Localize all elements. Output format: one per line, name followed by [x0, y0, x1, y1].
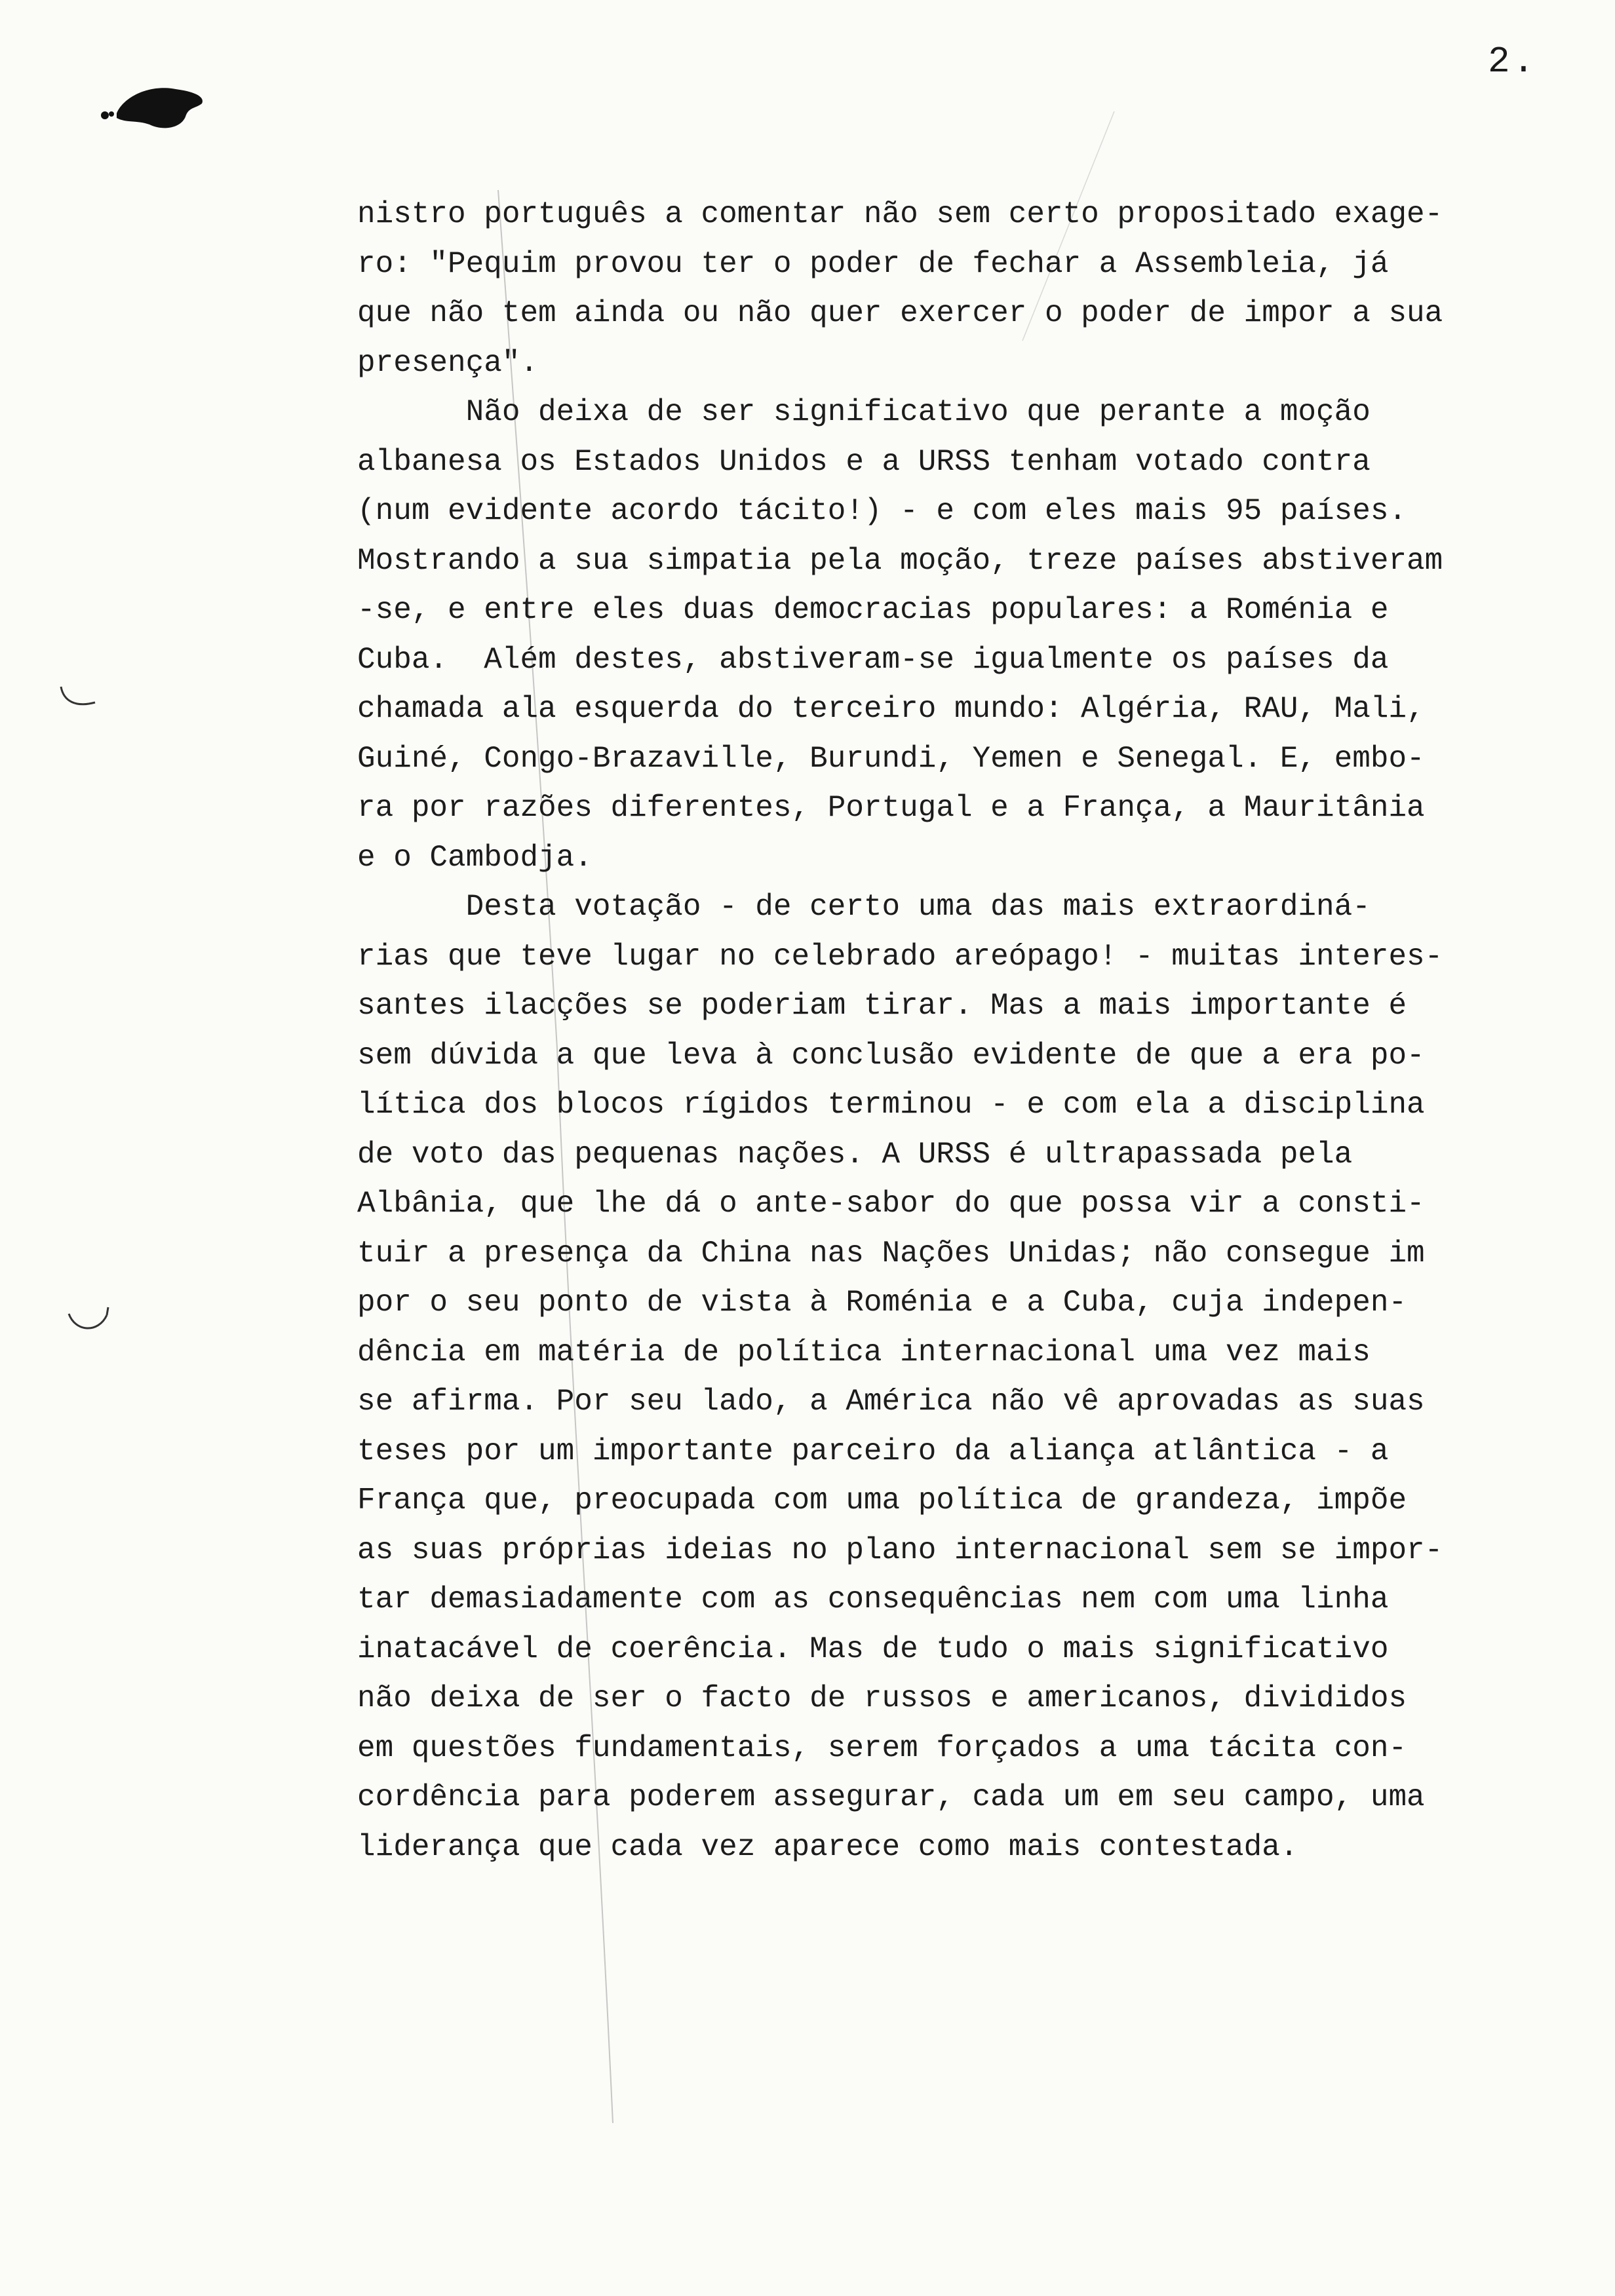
text-line: presença". [357, 345, 539, 380]
text-line: santes ilacções se poderiam tirar. Mas a mais importante é [357, 989, 1407, 1023]
text-line: ra por razões diferentes, Portugal e a França, a Mauritânia [357, 791, 1425, 825]
text-line: -se, e entre eles duas democracias populares: a Roménia e [357, 593, 1389, 627]
document-body-text [357, 190, 1576, 1872]
text-line: dência em matéria de política internacional uma vez mais [357, 1335, 1371, 1369]
text-line: (num evidente acordo tácito!) - e com eles mais 95 países. [357, 494, 1407, 528]
text-line: teses por um importante parceiro da aliança atlântica - a [357, 1434, 1389, 1468]
text-line: de voto das pequenas nações. A URSS é ultrapassada pela [357, 1137, 1353, 1172]
text-line: tar demasiadamente com as consequências nem com uma linha [357, 1582, 1389, 1617]
text-line: Cuba. Além destes, abstiveram-se igualmente os países da [357, 642, 1389, 677]
text-line: liderança que cada vez aparece como mais contestada. [357, 1829, 1298, 1864]
text-line: chamada ala esquerda do terceiro mundo: Algéria, RAU, Mali, [357, 692, 1425, 726]
text-line: Albânia, que lhe dá o ante-sabor do que possa vir a consti- [357, 1187, 1425, 1221]
text-line: inatacável de coerência. Mas de tudo o mais significativo [357, 1632, 1389, 1666]
text-line: Mostrando a sua simpatia pela moção, treze países abstiveram [357, 543, 1443, 578]
ink-blot-mark [97, 77, 208, 136]
text-line: se afirma. Por seu lado, a América não vê aprovadas as suas [357, 1385, 1425, 1419]
text-line: nistro português a comentar não sem certo propositado exage- [357, 197, 1443, 231]
text-line: lítica dos blocos rígidos terminou - e com ela a disciplina [357, 1088, 1425, 1122]
text-line: em questões fundamentais, serem forçados a uma tácita con- [357, 1731, 1407, 1765]
page-number: 2. [1488, 41, 1538, 83]
paragraph [357, 883, 1576, 1872]
text-line: ro: "Pequim provou ter o poder de fechar a Assembleia, já [357, 246, 1389, 281]
text-line: não deixa de ser o facto de russos e americanos, divididos [357, 1681, 1407, 1715]
text-line: e o Cambodja. [357, 840, 593, 875]
text-line: cordência para poderem assegurar, cada um em seu campo, uma [357, 1780, 1425, 1814]
text-line: por o seu ponto de vista à Roménia e a Cuba, cuja indepen- [357, 1286, 1407, 1320]
text-line: Guiné, Congo-Brazaville, Burundi, Yemen e Senegal. E, embo- [357, 741, 1425, 776]
paragraph [357, 388, 1576, 883]
text-line: que não tem ainda ou não quer exercer o poder de impor a sua [357, 296, 1443, 330]
text-line: as suas próprias ideias no plano internacional sem se impor- [357, 1533, 1443, 1567]
text-line: sem dúvida a que leva à conclusão evidente de que a era po- [357, 1038, 1425, 1073]
text-line: França que, preocupada com uma política de grandeza, impõe [357, 1483, 1407, 1518]
text-line: albanesa os Estados Unidos e a URSS tenham votado contra [357, 444, 1371, 479]
margin-pencil-mark [56, 681, 102, 714]
margin-pencil-mark [62, 1301, 115, 1340]
text-line: Desta votação - de certo uma das mais extraordiná- [357, 890, 1371, 924]
text-line: Não deixa de ser significativo que perante a moção [357, 395, 1371, 429]
paragraph [357, 190, 1576, 388]
text-line: rias que teve lugar no celebrado areópago! - muitas interes- [357, 939, 1443, 974]
text-line: tuir a presença da China nas Nações Unidas; não consegue im [357, 1236, 1425, 1271]
